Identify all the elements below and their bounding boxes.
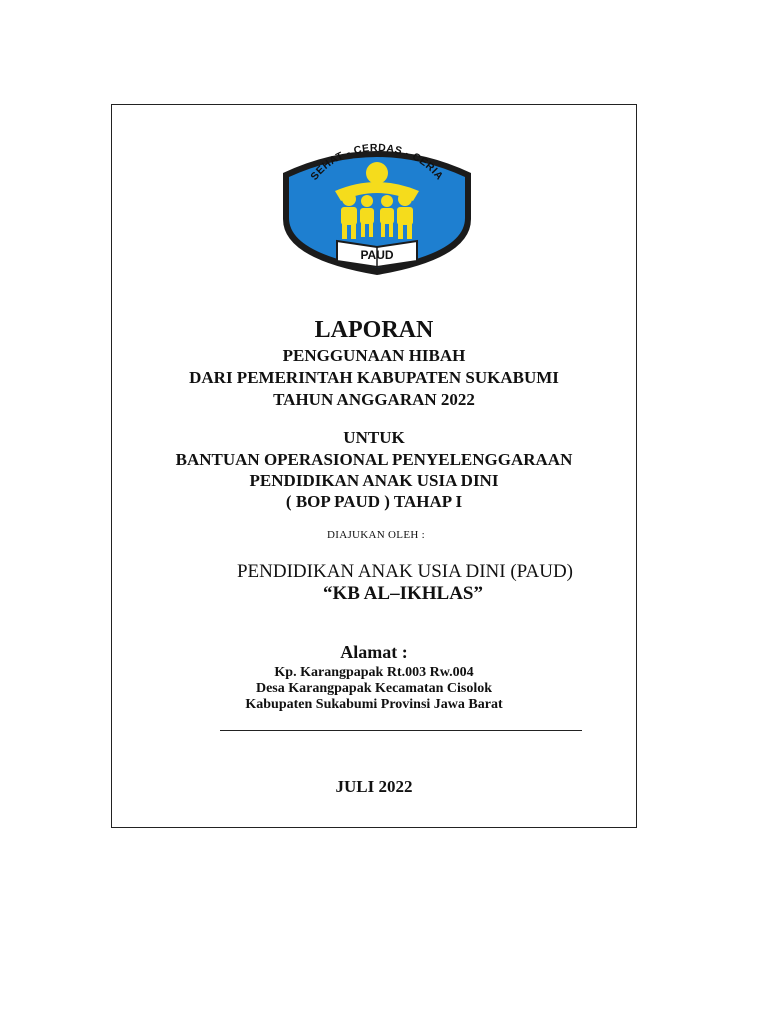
purpose-line-3: PENDIDIKAN ANAK USIA DINI <box>249 471 499 490</box>
purpose-line-4: ( BOP PAUD ) TAHAP I <box>285 492 463 511</box>
subtitle-line-2: DARI PEMERINTAH KABUPATEN SUKABUMI <box>189 368 559 387</box>
purpose-line-2: BANTUAN OPERASIONAL PENYELENGGARAAN <box>175 450 573 469</box>
paud-logo <box>275 135 479 277</box>
report-date: JULI 2022 <box>335 777 413 796</box>
address-line-3: Kabupaten Sukabumi Provinsi Jawa Barat <box>245 697 503 712</box>
address-line-1: Kp. Karangpapak Rt.003 Rw.004 <box>274 665 474 680</box>
institution-line-2: “KB AL–IKHLAS” <box>323 583 483 604</box>
institution-line-1: PENDIDIKAN ANAK USIA DINI (PAUD) <box>236 561 574 582</box>
purpose-line-1: UNTUK <box>343 428 405 447</box>
logo-banner-text: PAUD <box>360 248 394 262</box>
address-line-2: Desa Karangpapak Kecamatan Cisolok <box>255 681 493 696</box>
report-title: LAPORAN <box>314 317 434 343</box>
subtitle-line-1: PENGGUNAAN HIBAH <box>282 346 466 365</box>
address-heading: Alamat : <box>340 642 408 662</box>
logo-arc-text: SEHAT - CERDAS - CERIA <box>308 141 446 183</box>
subtitle-line-3: TAHUN ANGGARAN 2022 <box>273 390 475 409</box>
submitted-by-label: DIAJUKAN OLEH : <box>327 529 425 541</box>
divider-line <box>220 730 582 731</box>
